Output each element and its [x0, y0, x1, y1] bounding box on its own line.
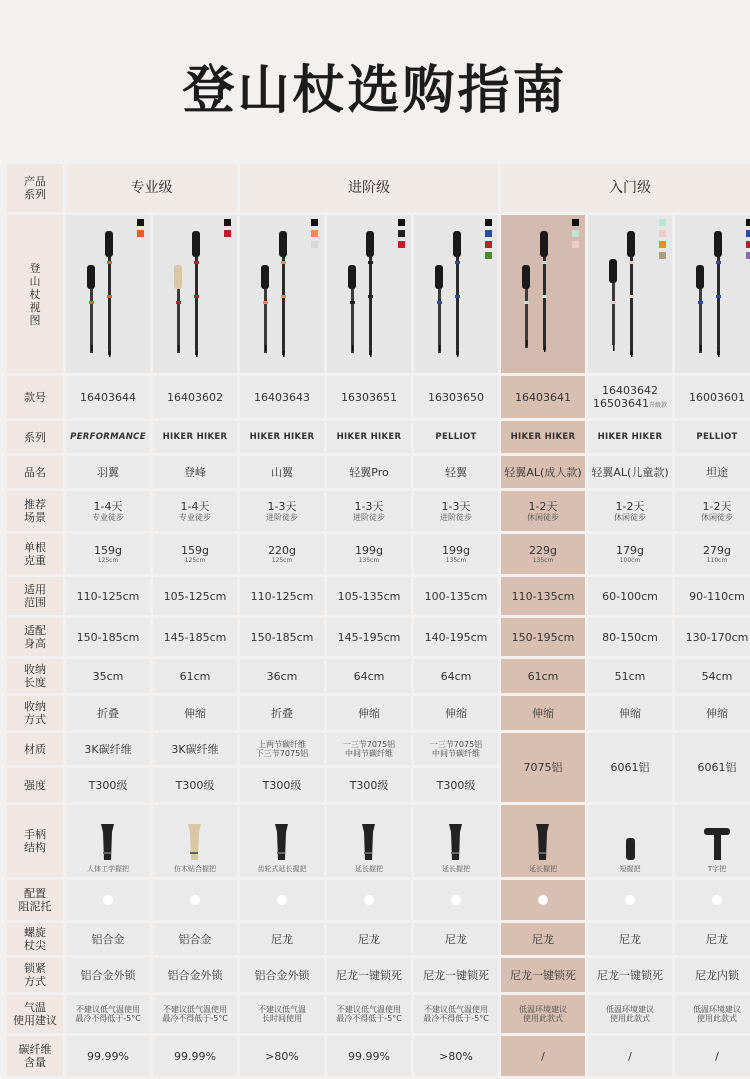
scene-type: 专业徒步	[92, 513, 124, 522]
recommended-scene	[588, 491, 672, 531]
group-entry: 入门级	[501, 164, 750, 212]
color-swatch[interactable]	[572, 241, 579, 248]
strength: T300级	[414, 768, 498, 802]
grip-structure	[153, 805, 237, 877]
weight-length: 125cm	[97, 556, 119, 564]
label-mud: 配置 阻泥托	[7, 880, 63, 920]
material: 7075铝	[501, 733, 585, 802]
series-brand: HIKER HIKER	[153, 421, 237, 453]
grip-label: 延长握把	[529, 865, 557, 873]
stow-method: 伸缩	[675, 696, 750, 730]
grip-icon	[270, 822, 294, 865]
series-brand: PELLIOT	[675, 421, 750, 453]
grip-label: 齿轮式延长握把	[257, 865, 307, 873]
pole-image	[675, 215, 750, 373]
grip-structure	[240, 805, 324, 877]
mud-basket	[66, 880, 150, 920]
grip-label: T字把	[707, 865, 727, 873]
usage-range: 105-125cm	[153, 577, 237, 615]
carbon-content: 99.99%	[66, 1036, 150, 1076]
label-series-brand: 系列	[7, 421, 63, 453]
single-weight	[240, 534, 324, 574]
fit-height: 140-195cm	[414, 618, 498, 656]
lock-type: 铝合金外锁	[153, 958, 237, 992]
scene-type: 休闲徒步	[527, 513, 559, 522]
pole-image	[153, 215, 237, 373]
lock-type: 铝合金外锁	[240, 958, 324, 992]
scene-type: 进阶徒步	[440, 513, 472, 522]
weight-value: 279g	[703, 543, 731, 557]
product-name: 轻翼	[414, 456, 498, 488]
pole-image	[588, 215, 672, 373]
included-dot-icon	[538, 895, 548, 905]
label-carbon-content: 碳纤维 含量	[7, 1036, 63, 1076]
label-material: 材质	[7, 733, 63, 765]
color-swatch[interactable]	[659, 230, 666, 237]
included-dot-icon	[103, 895, 113, 905]
stow-method: 折叠	[240, 696, 324, 730]
color-swatch[interactable]	[311, 241, 318, 248]
weight-length: 135cm	[445, 556, 467, 564]
temp-advice: 低温环境建议 使用此款式	[588, 995, 672, 1033]
model-number: 16403602	[153, 376, 237, 418]
series-brand: HIKER HIKER	[501, 421, 585, 453]
color-swatch[interactable]	[746, 241, 750, 248]
scene-type: 进阶徒步	[266, 513, 298, 522]
weight-value: 199g	[442, 543, 470, 557]
color-swatch[interactable]	[224, 219, 231, 226]
single-weight	[414, 534, 498, 574]
color-swatch[interactable]	[224, 230, 231, 237]
grip-structure	[327, 805, 411, 877]
grip-label: 仿木贴合握把	[174, 865, 216, 873]
grip-structure	[588, 805, 672, 877]
included-dot-icon	[277, 895, 287, 905]
stow-length: 36cm	[240, 659, 324, 693]
model-number: 16403641	[501, 376, 585, 418]
weight-value: 199g	[355, 543, 383, 557]
mud-basket	[240, 880, 324, 920]
grip-structure	[501, 805, 585, 877]
strength: T300级	[327, 768, 411, 802]
series-brand: PERFORMANCE	[66, 421, 150, 453]
weight-value: 159g	[94, 543, 122, 557]
carbon-content: /	[588, 1036, 672, 1076]
color-swatch[interactable]	[572, 230, 579, 237]
stow-method: 折叠	[66, 696, 150, 730]
model-number	[588, 376, 672, 418]
color-swatch[interactable]	[746, 252, 750, 259]
upgrade-tag: 升级款	[648, 402, 667, 409]
recommended-scene	[66, 491, 150, 531]
screw-tip: 铝合金	[66, 923, 150, 955]
scene-days: 1-4天	[180, 500, 210, 513]
weight-value: 159g	[181, 543, 209, 557]
fit-height: 150-185cm	[240, 618, 324, 656]
color-swatch[interactable]	[746, 219, 750, 226]
product-name: 羽翼	[66, 456, 150, 488]
grip-label: 短握把	[619, 865, 641, 873]
mud-basket	[588, 880, 672, 920]
label-series-group: 产品 系列	[7, 164, 63, 212]
usage-range: 90-110cm	[675, 577, 750, 615]
screw-tip: 尼龙	[414, 923, 498, 955]
material: 一三节7075铝 中间节碳纤维	[414, 733, 498, 765]
weight-length: 135cm	[358, 556, 380, 564]
label-view: 登 山 杖 视 图	[7, 215, 63, 373]
label-temp-advice: 气温 使用建议	[7, 995, 63, 1033]
recommended-scene	[675, 491, 750, 531]
material: 6061铝	[675, 733, 750, 802]
color-swatch[interactable]	[398, 219, 405, 226]
weight-length: 125cm	[271, 556, 293, 564]
scene-days: 1-2天	[615, 500, 645, 513]
grip-structure	[66, 805, 150, 877]
temp-advice: 低温环境建议 使用此款式	[675, 995, 750, 1033]
lock-type: 尼龙一键锁死	[501, 958, 585, 992]
trekking-pole-icon	[511, 225, 571, 365]
mud-basket	[501, 880, 585, 920]
trekking-pole-icon	[598, 225, 658, 365]
model-number: 16303650	[414, 376, 498, 418]
fit-height: 150-185cm	[66, 618, 150, 656]
single-weight	[501, 534, 585, 574]
label-usage-range: 适用 范围	[7, 577, 63, 615]
color-swatch[interactable]	[311, 230, 318, 237]
usage-range: 105-135cm	[327, 577, 411, 615]
included-dot-icon	[712, 895, 722, 905]
model-number: 16303651	[327, 376, 411, 418]
label-product-name: 品名	[7, 456, 63, 488]
series-brand: HIKER HIKER	[588, 421, 672, 453]
weight-value: 229g	[529, 543, 557, 557]
carbon-content: 99.99%	[153, 1036, 237, 1076]
model-number: 16403644	[66, 376, 150, 418]
page-title: 登山杖选购指南	[182, 61, 568, 121]
fit-height: 145-185cm	[153, 618, 237, 656]
screw-tip: 铝合金	[153, 923, 237, 955]
label-strength: 强度	[7, 768, 63, 802]
product-name: 登峰	[153, 456, 237, 488]
model-number: 16003601	[675, 376, 750, 418]
label-scene: 推荐 场景	[7, 491, 63, 531]
mud-basket	[675, 880, 750, 920]
trekking-pole-icon	[337, 225, 397, 365]
group-advanced: 进阶级	[240, 164, 498, 212]
usage-range: 60-100cm	[588, 577, 672, 615]
pole-image	[240, 215, 324, 373]
recommended-scene	[240, 491, 324, 531]
single-weight	[66, 534, 150, 574]
recommended-scene	[153, 491, 237, 531]
label-stow-length: 收纳 长度	[7, 659, 63, 693]
screw-tip: 尼龙	[327, 923, 411, 955]
carbon-content: /	[675, 1036, 750, 1076]
color-swatch[interactable]	[485, 219, 492, 226]
usage-range: 110-135cm	[501, 577, 585, 615]
usage-range: 100-135cm	[414, 577, 498, 615]
pole-image	[501, 215, 585, 373]
comparison-table	[7, 164, 749, 1076]
label-model-number: 款号	[7, 376, 63, 418]
scene-type: 专业徒步	[179, 513, 211, 522]
strength: T300级	[66, 768, 150, 802]
mud-basket	[153, 880, 237, 920]
lock-type: 尼龙内锁	[675, 958, 750, 992]
usage-range: 110-125cm	[240, 577, 324, 615]
grip-icon	[183, 822, 207, 865]
stow-length: 64cm	[414, 659, 498, 693]
pole-image	[327, 215, 411, 373]
strength: T300级	[153, 768, 237, 802]
label-stow-method: 收纳 方式	[7, 696, 63, 730]
lock-type: 尼龙一键锁死	[327, 958, 411, 992]
carbon-content: >80%	[240, 1036, 324, 1076]
recommended-scene	[327, 491, 411, 531]
included-dot-icon	[625, 895, 635, 905]
temp-advice: 不建议低气温 长时间使用	[240, 995, 324, 1033]
weight-length: 125cm	[184, 556, 206, 564]
material: 3K碳纤维	[153, 733, 237, 765]
stow-method: 伸缩	[588, 696, 672, 730]
grip-structure	[414, 805, 498, 877]
stow-method: 伸缩	[327, 696, 411, 730]
grip-icon	[444, 822, 468, 865]
included-dot-icon	[364, 895, 374, 905]
grip-label: 延长握把	[355, 865, 383, 873]
stow-method: 伸缩	[153, 696, 237, 730]
grip-icon	[702, 826, 732, 865]
product-name: 轻翼AL(儿童款)	[588, 456, 672, 488]
material: 3K碳纤维	[66, 733, 150, 765]
fit-height: 150-195cm	[501, 618, 585, 656]
scene-days: 1-3天	[267, 500, 297, 513]
weight-length: 135cm	[532, 556, 554, 564]
stow-length: 61cm	[501, 659, 585, 693]
trekking-pole-icon	[250, 225, 310, 365]
scene-days: 1-4天	[93, 500, 123, 513]
weight-length: 110cm	[706, 556, 728, 564]
fit-height: 80-150cm	[588, 618, 672, 656]
color-swatch[interactable]	[485, 241, 492, 248]
stow-method: 伸缩	[501, 696, 585, 730]
color-swatch[interactable]	[485, 230, 492, 237]
usage-range: 110-125cm	[66, 577, 150, 615]
temp-advice: 不建议低气温使用 最冷不得低于-5°C	[153, 995, 237, 1033]
stow-length: 54cm	[675, 659, 750, 693]
scene-type: 休闲徒步	[614, 513, 646, 522]
label-lock-type: 锁紧 方式	[7, 958, 63, 992]
scene-days: 1-2天	[528, 500, 558, 513]
color-swatch[interactable]	[659, 252, 666, 259]
strength: T300级	[240, 768, 324, 802]
label-weight: 单根 克重	[7, 534, 63, 574]
lock-type: 尼龙一键锁死	[414, 958, 498, 992]
single-weight	[675, 534, 750, 574]
color-swatch[interactable]	[659, 219, 666, 226]
scene-days: 1-2天	[702, 500, 732, 513]
weight-value: 179g	[616, 543, 644, 557]
screw-tip: 尼龙	[240, 923, 324, 955]
lock-type: 尼龙一键锁死	[588, 958, 672, 992]
scene-type: 进阶徒步	[353, 513, 385, 522]
color-swatch[interactable]	[311, 219, 318, 226]
fit-height: 130-170cm	[675, 618, 750, 656]
material: 上两节碳纤维 下三节7075铝	[240, 733, 324, 765]
scene-days: 1-3天	[354, 500, 384, 513]
product-name: 轻翼Pro	[327, 456, 411, 488]
color-swatch[interactable]	[572, 219, 579, 226]
fit-height: 145-195cm	[327, 618, 411, 656]
color-swatch[interactable]	[485, 252, 492, 259]
mud-basket	[327, 880, 411, 920]
model-number-main: 16403642	[602, 384, 658, 397]
series-brand: PELLIOT	[414, 421, 498, 453]
included-dot-icon	[451, 895, 461, 905]
grip-icon	[357, 822, 381, 865]
temp-advice: 不建议低气温使用 最冷不得低于-5°C	[414, 995, 498, 1033]
weight-length: 100cm	[619, 556, 641, 564]
temp-advice: 不建议低气温使用 最冷不得低于-5°C	[327, 995, 411, 1033]
mud-basket	[414, 880, 498, 920]
color-swatch[interactable]	[398, 241, 405, 248]
product-name: 山翼	[240, 456, 324, 488]
grip-structure	[675, 805, 750, 877]
weight-value: 220g	[268, 543, 296, 557]
grip-icon	[531, 822, 555, 865]
stow-length: 64cm	[327, 659, 411, 693]
recommended-scene	[414, 491, 498, 531]
lock-type: 铝合金外锁	[66, 958, 150, 992]
temp-advice: 不建议低气温使用 最冷不得低于-5°C	[66, 995, 150, 1033]
screw-tip: 尼龙	[588, 923, 672, 955]
color-swatch[interactable]	[659, 241, 666, 248]
stow-length: 35cm	[66, 659, 150, 693]
product-name: 轻翼AL(成人款)	[501, 456, 585, 488]
color-swatch[interactable]	[137, 219, 144, 226]
screw-tip: 尼龙	[501, 923, 585, 955]
product-name: 坦途	[675, 456, 750, 488]
grip-icon	[96, 822, 120, 865]
color-swatch[interactable]	[746, 230, 750, 237]
group-pro: 专业级	[66, 164, 237, 212]
trekking-pole-icon	[163, 225, 223, 365]
scene-type: 休闲徒步	[701, 513, 733, 522]
grip-label: 人体工学握把	[87, 865, 129, 873]
label-screw-tip: 螺旋 杖尖	[7, 923, 63, 955]
carbon-content: 99.99%	[327, 1036, 411, 1076]
stow-length: 61cm	[153, 659, 237, 693]
label-grip: 手柄 结构	[7, 805, 63, 877]
stow-method: 伸缩	[414, 696, 498, 730]
material: 6061铝	[588, 733, 672, 802]
single-weight	[153, 534, 237, 574]
scene-days: 1-3天	[441, 500, 471, 513]
screw-tip: 尼龙	[675, 923, 750, 955]
series-brand: HIKER HIKER	[327, 421, 411, 453]
carbon-content: /	[501, 1036, 585, 1076]
carbon-content: >80%	[414, 1036, 498, 1076]
recommended-scene	[501, 491, 585, 531]
trekking-pole-icon	[685, 225, 745, 365]
pole-image	[414, 215, 498, 373]
trekking-pole-icon	[76, 225, 136, 365]
grip-icon	[620, 826, 640, 865]
grip-label: 延长握把	[442, 865, 470, 873]
pole-image	[66, 215, 150, 373]
color-swatch[interactable]	[398, 230, 405, 237]
single-weight	[327, 534, 411, 574]
label-fit-height: 适配 身高	[7, 618, 63, 656]
model-number: 16403643	[240, 376, 324, 418]
included-dot-icon	[190, 895, 200, 905]
series-brand: HIKER HIKER	[240, 421, 324, 453]
trekking-pole-icon	[424, 225, 484, 365]
temp-advice: 低温环境建议 使用此款式	[501, 995, 585, 1033]
color-swatch[interactable]	[137, 230, 144, 237]
material: 一三节7075铝 中间节碳纤维	[327, 733, 411, 765]
single-weight	[588, 534, 672, 574]
model-number-upgrade: 16503641	[592, 397, 649, 410]
stow-length: 51cm	[588, 659, 672, 693]
